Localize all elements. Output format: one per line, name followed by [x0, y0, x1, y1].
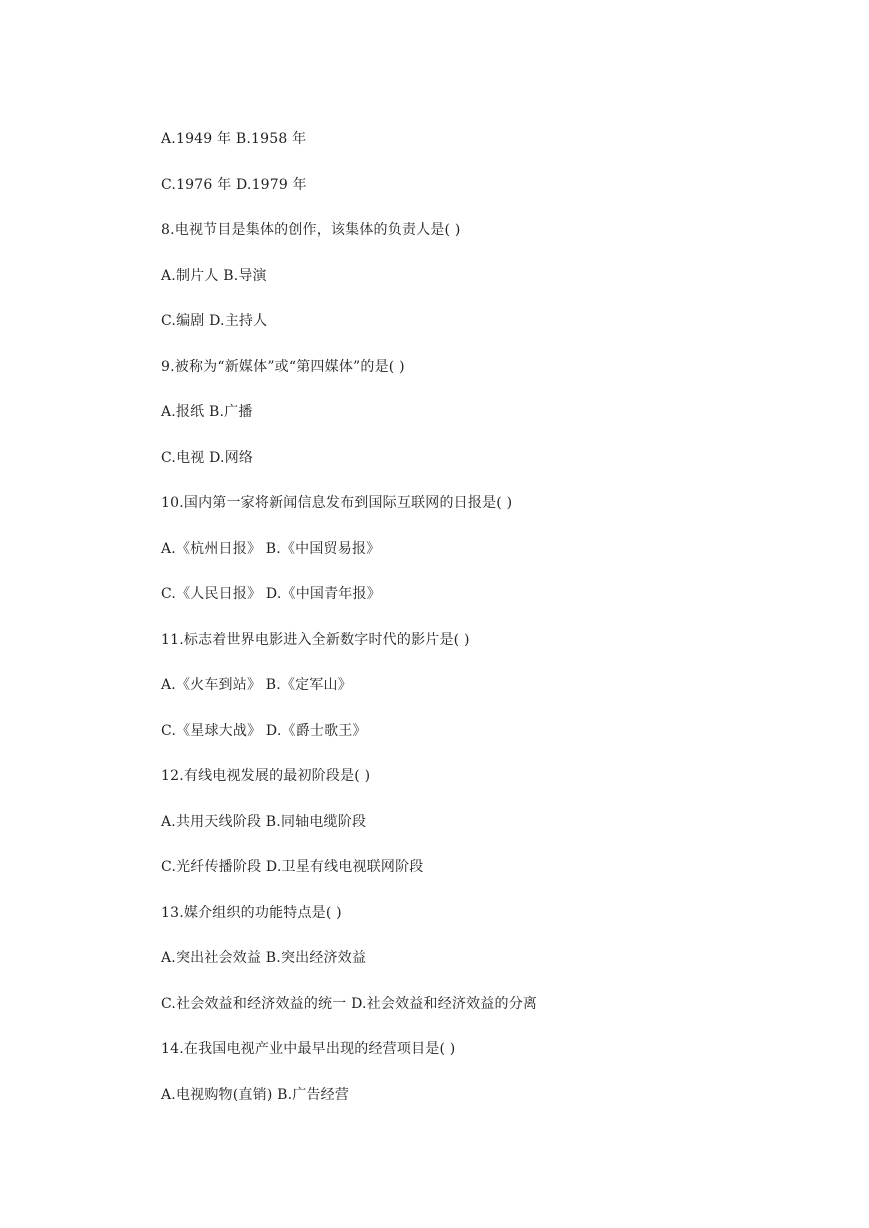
question-12: 12.有线电视发展的最初阶段是( ) [161, 768, 371, 784]
options-q8-c-d: C.编剧 D.主持人 [161, 313, 268, 329]
options-q13-a-b: A.突出社会效益 B.突出经济效益 [161, 950, 367, 966]
options-q12-c-d: C.光纤传播阶段 D.卫星有线电视联网阶段 [161, 859, 424, 875]
options-q12-a-b: A.共用天线阶段 B.同轴电缆阶段 [161, 813, 367, 830]
options-q11-c-d: C.《星球大战》 D.《爵士歌王》 [161, 722, 367, 739]
options-q13-c-d: C.社会效益和经济效益的统一 D.社会效益和经济效益的分离 [161, 995, 538, 1012]
question-10: 10.国内第一家将新闻信息发布到国际互联网的日报是( ) [161, 495, 513, 511]
options-q10-c-d: C.《人民日报》 D.《中国青年报》 [161, 586, 381, 602]
options-q9-a-b: A.报纸 B.广播 [161, 404, 253, 420]
options-q10-a-b: A.《杭州日报》 B.《中国贸易报》 [161, 540, 381, 557]
question-13: 13.媒介组织的功能特点是( ) [161, 904, 342, 921]
options-q9-c-d: C.电视 D.网络 [161, 449, 254, 466]
question-11: 11.标志着世界电影进入全新数字时代的影片是( ) [161, 631, 470, 648]
options-q7-c-d: C.1976 年 D.1979 年 [161, 176, 307, 193]
options-q8-a-b: A.制片人 B.导演 [161, 267, 267, 284]
options-q11-a-b: A.《火车到站》 B.《定军山》 [161, 677, 352, 693]
question-list [161, 127, 841, 1128]
question-9: 9.被称为“新媒体”或“第四媒体”的是( ) [161, 358, 405, 375]
options-q7-a-b: A.1949 年 B.1958 年 [161, 131, 307, 147]
question-14: 14.在我国电视产业中最早出现的经营项目是( ) [161, 1041, 456, 1057]
options-q14-a-b: A.电视购物(直销) B.广告经营 [161, 1086, 350, 1103]
question-8: 8.电视节目是集体的创作，该集体的负责人是( ) [161, 222, 461, 238]
